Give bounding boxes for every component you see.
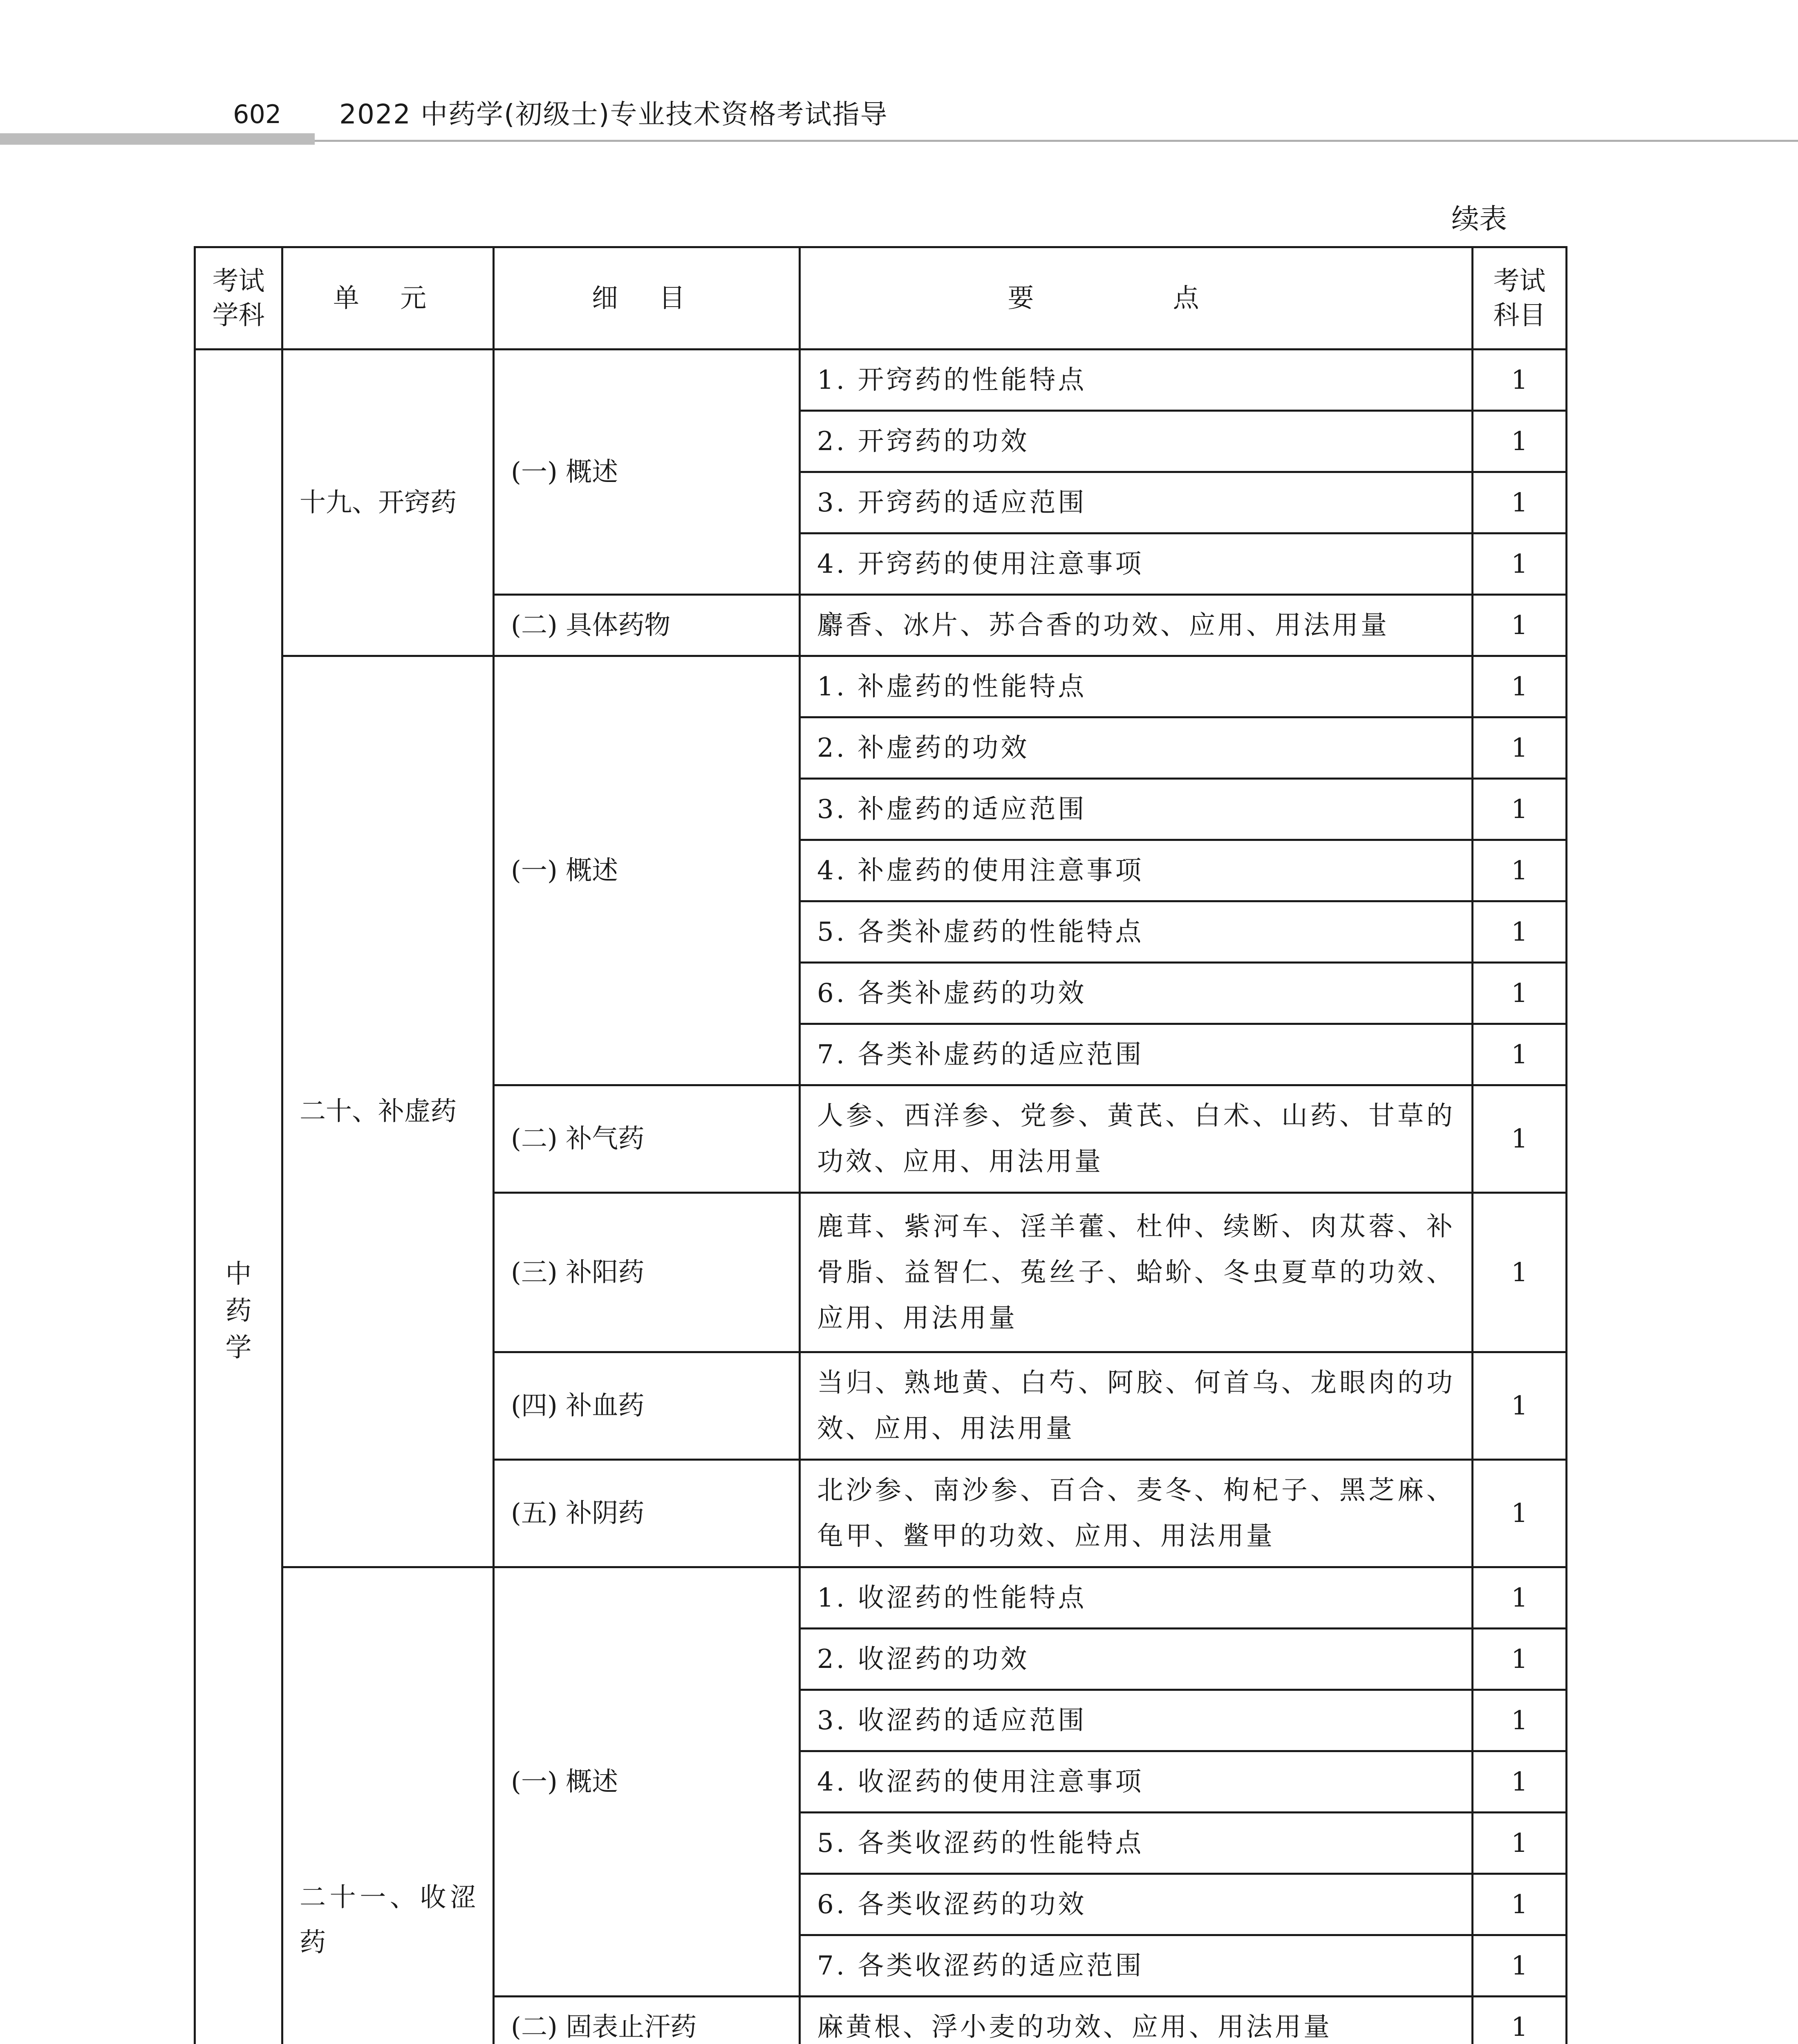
score-cell: 1	[1473, 472, 1567, 533]
point-cell: 1. 补虚药的性能特点	[800, 656, 1473, 717]
point-cell: 北沙参、南沙参、百合、麦冬、枸杞子、黑芝麻、龟甲、鳖甲的功效、应用、用法用量	[800, 1460, 1473, 1567]
point-cell: 2. 开窍药的功效	[800, 411, 1473, 472]
point-cell: 3. 收涩药的适应范围	[800, 1690, 1473, 1751]
header-exam: 考试科目	[1473, 247, 1567, 350]
header-unit: 单 元	[282, 247, 494, 350]
point-cell: 4. 收涩药的使用注意事项	[800, 1751, 1473, 1813]
point-cell: 鹿茸、紫河车、淫羊藿、杜仲、续断、肉苁蓉、补骨脂、益智仁、菟丝子、蛤蚧、冬虫夏草的功效、应用、用法用量	[800, 1193, 1473, 1352]
subject-cell: 中药学	[195, 350, 282, 2044]
score-cell: 1	[1473, 779, 1567, 840]
score-cell: 1	[1473, 1024, 1567, 1085]
score-cell: 1	[1473, 1085, 1567, 1193]
header-subject: 考试学科	[195, 247, 282, 350]
score-cell: 1	[1473, 717, 1567, 779]
point-cell: 7. 各类收涩药的适应范围	[800, 1935, 1473, 1997]
page-number: 602	[233, 99, 282, 129]
score-cell: 1	[1473, 1751, 1567, 1813]
syllabus-table	[194, 246, 1567, 2044]
header-points: 要 点	[800, 247, 1473, 350]
point-cell: 4. 开窍药的使用注意事项	[800, 533, 1473, 595]
score-cell: 1	[1473, 901, 1567, 963]
score-cell: 1	[1473, 1813, 1567, 1874]
table-row	[195, 656, 1567, 717]
continued-label: 续表	[1451, 203, 1507, 235]
item-cell: (二) 具体药物	[494, 595, 800, 656]
score-cell: 1	[1473, 1690, 1567, 1751]
score-cell: 1	[1473, 656, 1567, 717]
point-cell: 6. 各类补虚药的功效	[800, 963, 1473, 1024]
score-cell: 1	[1473, 411, 1567, 472]
point-cell: 1. 开窍药的性能特点	[800, 350, 1473, 411]
item-cell: (一) 概述	[494, 656, 800, 1085]
point-cell: 当归、熟地黄、白芍、阿胶、何首乌、龙眼肉的功效、应用、用法用量	[800, 1352, 1473, 1460]
score-cell: 1	[1473, 595, 1567, 656]
score-cell: 1	[1473, 1193, 1567, 1352]
item-cell: (一) 概述	[494, 350, 800, 595]
table-header-row	[195, 247, 1567, 350]
book-title: 2022 中药学(初级士)专业技术资格考试指导	[339, 99, 888, 130]
point-cell: 2. 收涩药的功效	[800, 1629, 1473, 1690]
item-cell: (四) 补血药	[494, 1352, 800, 1460]
header-rule	[315, 140, 1798, 142]
item-cell: (二) 固表止汗药	[494, 1997, 800, 2044]
score-cell: 1	[1473, 1567, 1567, 1629]
point-cell: 5. 各类收涩药的性能特点	[800, 1813, 1473, 1874]
item-cell: (一) 概述	[494, 1567, 800, 1997]
item-cell: (三) 补阳药	[494, 1193, 800, 1352]
point-cell: 麝香、冰片、苏合香的功效、应用、用法用量	[800, 595, 1473, 656]
point-cell: 麻黄根、浮小麦的功效、应用、用法用量	[800, 1997, 1473, 2044]
unit-cell: 二十、补虚药	[282, 656, 494, 1567]
point-cell: 3. 开窍药的适应范围	[800, 472, 1473, 533]
point-cell: 2. 补虚药的功效	[800, 717, 1473, 779]
score-cell: 1	[1473, 1352, 1567, 1460]
score-cell: 1	[1473, 1629, 1567, 1690]
score-cell: 1	[1473, 1874, 1567, 1935]
table-row	[195, 350, 1567, 411]
point-cell: 5. 各类补虚药的性能特点	[800, 901, 1473, 963]
score-cell: 1	[1473, 840, 1567, 901]
item-cell: (五) 补阴药	[494, 1460, 800, 1567]
point-cell: 6. 各类收涩药的功效	[800, 1874, 1473, 1935]
score-cell: 1	[1473, 963, 1567, 1024]
item-cell: (二) 补气药	[494, 1085, 800, 1193]
point-cell: 3. 补虚药的适应范围	[800, 779, 1473, 840]
header-item: 细 目	[494, 247, 800, 350]
score-cell: 1	[1473, 533, 1567, 595]
score-cell: 1	[1473, 1997, 1567, 2044]
point-cell: 7. 各类补虚药的适应范围	[800, 1024, 1473, 1085]
unit-cell: 十九、开窍药	[282, 350, 494, 656]
score-cell: 1	[1473, 350, 1567, 411]
unit-cell: 二十一、收涩药	[282, 1567, 494, 2044]
table-row	[195, 1567, 1567, 1629]
point-cell: 4. 补虚药的使用注意事项	[800, 840, 1473, 901]
point-cell: 人参、西洋参、党参、黄芪、白术、山药、甘草的功效、应用、用法用量	[800, 1085, 1473, 1193]
score-cell: 1	[1473, 1935, 1567, 1997]
point-cell: 1. 收涩药的性能特点	[800, 1567, 1473, 1629]
header-bar	[0, 133, 315, 145]
score-cell: 1	[1473, 1460, 1567, 1567]
